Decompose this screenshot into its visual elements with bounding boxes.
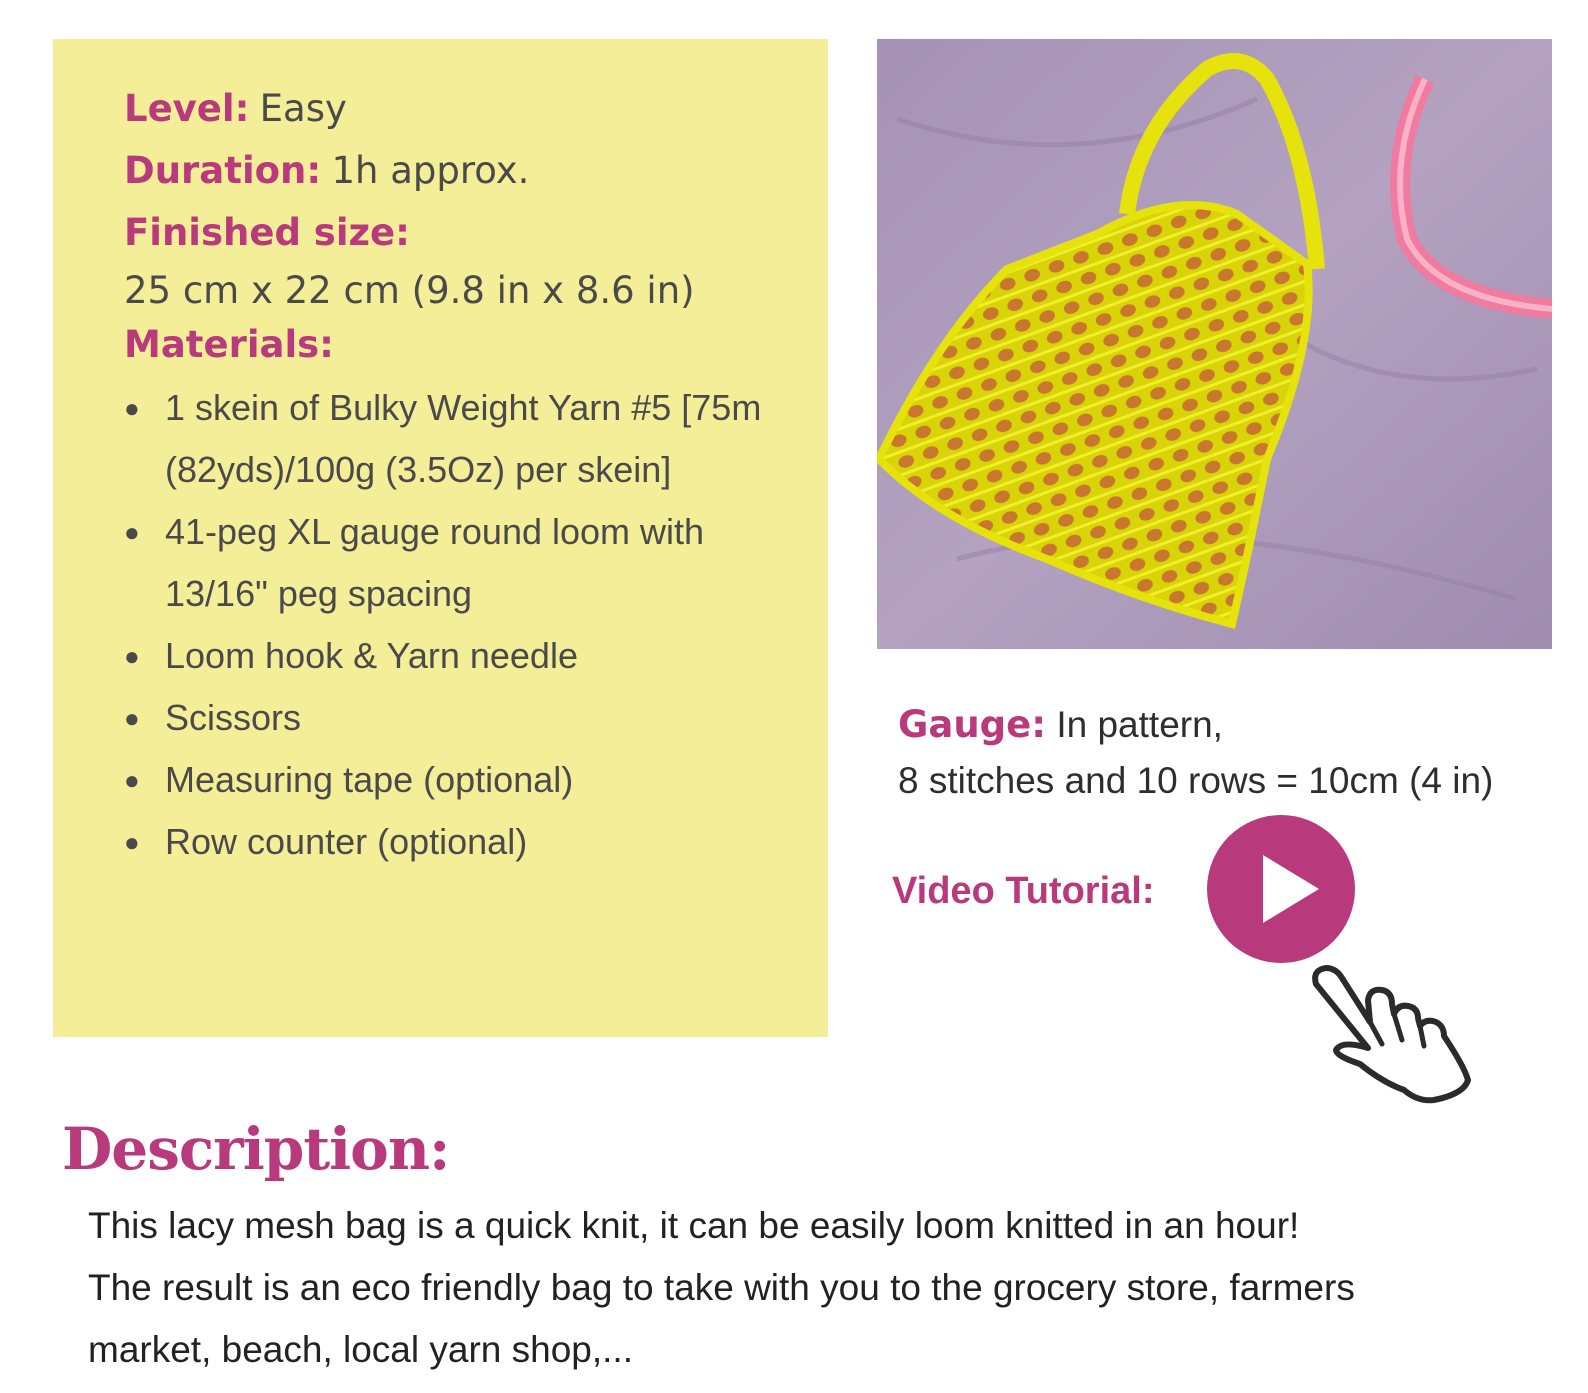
material-text: Loom hook & Yarn needle <box>165 635 578 676</box>
description-line: market, beach, local yarn shop,... <box>88 1329 633 1370</box>
material-text: Measuring tape (optional) <box>165 759 574 800</box>
materials-row <box>124 325 804 365</box>
list-item <box>124 749 804 811</box>
list-item <box>124 377 804 501</box>
bag-photo-illustration <box>877 39 1552 649</box>
pattern-info-box <box>53 39 828 1037</box>
bullet-icon: ● <box>124 703 140 733</box>
duration-label: Duration: <box>124 149 322 192</box>
bullet-icon: ● <box>124 765 140 795</box>
gauge-label: Gauge: <box>898 703 1047 746</box>
bullet-icon: ● <box>124 517 140 547</box>
material-text: Row counter (optional) <box>165 821 528 862</box>
description-line: The result is an eco friendly bag to take with you to the grocery store, farmers <box>88 1267 1355 1308</box>
duration-value: 1h approx. <box>331 149 530 192</box>
description-heading: Description: <box>62 1115 450 1183</box>
duration-row <box>124 151 804 191</box>
bullet-icon: ● <box>124 393 140 423</box>
video-tutorial-label: Video Tutorial: <box>892 870 1155 912</box>
play-button[interactable] <box>1207 815 1355 963</box>
mesh-bag-photo <box>877 39 1552 649</box>
gauge-value-2: 8 stitches and 10 rows = 10cm (4 in) <box>898 760 1494 801</box>
level-row <box>124 89 804 129</box>
material-text: Scissors <box>165 697 302 738</box>
finished-size-value: 25 cm x 22 cm (9.8 in x 8.6 in) <box>124 269 695 312</box>
bullet-icon: ● <box>124 641 140 671</box>
description-line: This lacy mesh bag is a quick knit, it can be easily loom knitted in an hour! <box>88 1205 1300 1246</box>
list-item <box>124 811 804 873</box>
hand-pointer-icon <box>1308 960 1484 1110</box>
material-text: 1 skein of Bulky Weight Yarn #5 [75m (82yds)/100g (3.5Oz) per skein] <box>165 387 762 490</box>
materials-list <box>124 377 804 873</box>
level-value: Easy <box>259 87 347 130</box>
material-text: 41-peg XL gauge round loom with 13/16" peg spacing <box>165 511 705 614</box>
finished-size-label: Finished size: <box>124 211 410 254</box>
play-icon <box>1207 815 1355 963</box>
list-item <box>124 625 804 687</box>
materials-label: Materials: <box>124 323 334 366</box>
finished-size-row <box>124 213 804 253</box>
list-item <box>124 501 804 625</box>
list-item <box>124 687 804 749</box>
level-label: Level: <box>124 87 250 130</box>
pattern-info-content <box>124 89 804 873</box>
bullet-icon: ● <box>124 827 140 857</box>
gauge-value-1: In pattern, <box>1056 704 1223 745</box>
gauge-section <box>898 697 1558 809</box>
description-body <box>88 1195 1548 1381</box>
gauge-line-1 <box>898 697 1558 753</box>
